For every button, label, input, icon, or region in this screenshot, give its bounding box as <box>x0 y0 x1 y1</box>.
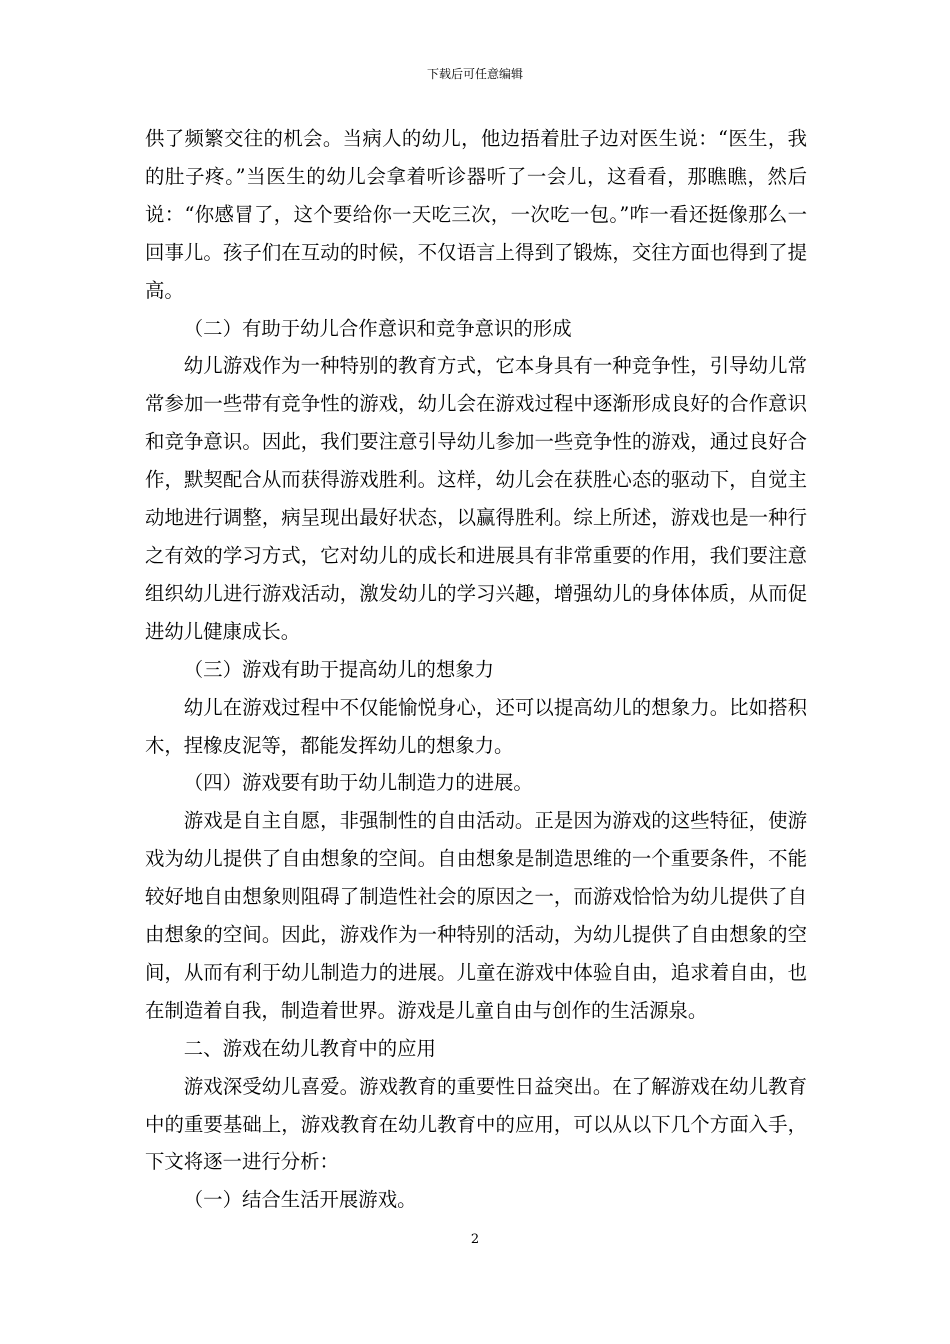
page-header: 下载后可任意编辑 <box>426 67 523 81</box>
section-heading-2: （二）有助于幼儿合作意识和竞争意识的形成 <box>183 316 572 340</box>
paragraph: 游戏深受幼儿喜爱。游戏教育的重要性日益突出。在了解游戏在幼儿教育中的重要基础上，游戏教育在幼儿教育中的应用，可以从以下几个方面入手，下文将逐一进行分析： <box>145 1074 807 1174</box>
page-number: 2 <box>470 1232 480 1247</box>
paragraph: 幼儿在游戏过程中不仅能愉悦身心，还可以提高幼儿的想象力。比如搭积木，捏橡皮泥等，都能发挥幼儿的想象力。 <box>145 695 807 757</box>
document-body <box>145 120 807 1219</box>
paragraph: 游戏是自主自愿，非强制性的自由活动。正是因为游戏的这些特征，使游戏为幼儿提供了自由想象的空间。自由想象是制造思维的一个重要条件，不能较好地自由想象则阻碍了制造性社会的原因之一，而游戏恰恰为幼儿提供了自由想象的空间。因此，游戏作为一种特别的活动，为幼儿提供了自由想象的空间，从而有利于幼儿制造力的进展。儿童在游戏中体验自由，追求着自由，也在制造着自我，制造着世界。游戏是儿童自由与创作的生活源泉。 <box>145 809 807 1022</box>
chapter-heading: 二、游戏在幼儿教育中的应用 <box>183 1036 436 1060</box>
section-heading-1: （一）结合生活开展游戏。 <box>183 1188 417 1212</box>
section-heading-3: （三）游戏有助于提高幼儿的想象力 <box>183 657 495 681</box>
paragraph: 幼儿游戏作为一种特别的教育方式，它本身具有一种竞争性，引导幼儿常常参加一些带有竞争性的游戏，幼儿会在游戏过程中逐渐形成良好的合作意识和竞争意识。因此，我们要注意引导幼儿参加一些竞争性的游戏，通过良好合作，默契配合从而获得游戏胜利。这样，幼儿会在获胜心态的驱动下，自觉主动地进行调整，病呈现出最好状态，以赢得胜利。综上所述，游戏也是一种行之有效的学习方式，它对幼儿的成长和进展具有非常重要的作用，我们要注意组织幼儿进行游戏活动，激发幼儿的学习兴趣，增强幼儿的身体体质，从而促进幼儿健康成长。 <box>145 354 807 643</box>
paragraph-continued: 供了频繁交往的机会。当病人的幼儿，他边捂着肚子边对医生说：“医生，我的肚子疼。”当医生的幼儿会拿着听诊器听了一会儿，这看看，那瞧瞧，然后说：“你感冒了，这个要给你一天吃三次，一次吃一包。”咋一看还挺像那么一回事儿。孩子们在互动的时候，不仅语言上得到了锻炼，交往方面也得到了提高。 <box>145 127 807 302</box>
section-heading-4: （四）游戏要有助于幼儿制造力的进展。 <box>183 771 533 795</box>
